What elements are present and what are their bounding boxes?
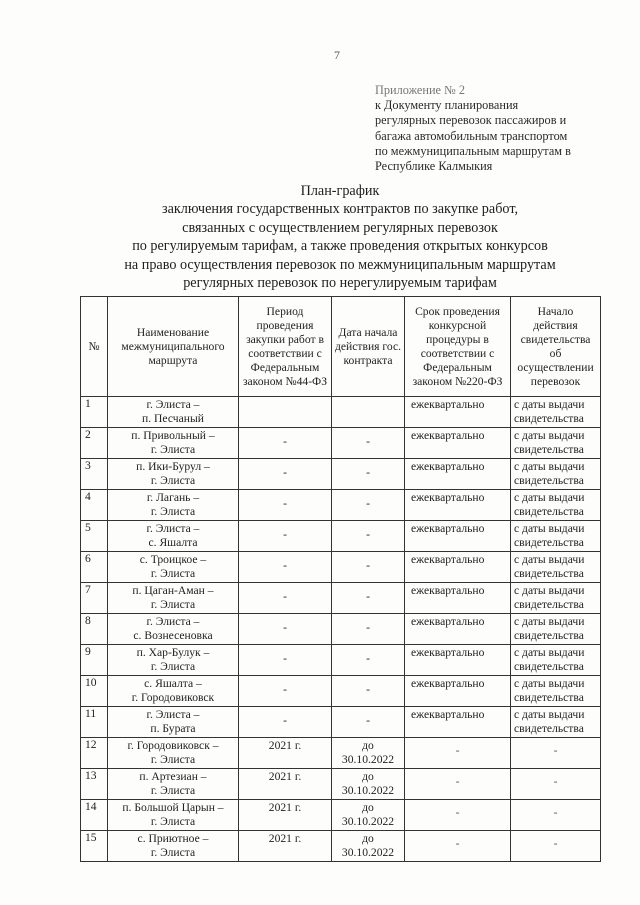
contract-date-cell <box>332 676 405 707</box>
row-number: 8 <box>81 614 108 645</box>
certificate-start-cell <box>511 769 601 800</box>
route-cell <box>108 738 239 769</box>
contest-term-value: ежеквартально <box>411 708 485 721</box>
contract-date-prefix: - <box>366 590 370 603</box>
certificate-start-cell <box>511 583 601 614</box>
contest-term-cell <box>405 521 511 552</box>
contract-date-value: 30.10.2022 <box>341 784 395 797</box>
contract-date-cell <box>332 490 405 521</box>
route-from: с. Яшалта – <box>144 677 202 690</box>
contract-date-cell <box>332 831 405 862</box>
table-row <box>81 521 601 552</box>
title-line: регулярных перевозок по нерегулируемым тарифам <box>183 275 497 292</box>
contest-term-value: ежеквартально <box>411 398 485 411</box>
certificate-start-line1: - <box>553 806 558 819</box>
certificate-start-line1: с даты выдачи <box>514 460 585 473</box>
row-number: 3 <box>81 459 108 490</box>
certificate-start-line1: - <box>553 775 558 788</box>
row-number: 7 <box>81 583 108 614</box>
contest-term-value: ежеквартально <box>411 491 485 504</box>
certificate-start-line1: с даты выдачи <box>514 677 585 690</box>
appendix-line: Приложение № 2 <box>375 83 466 97</box>
contract-date-cell <box>332 707 405 738</box>
contract-date-cell <box>332 645 405 676</box>
contract-date-cell <box>332 521 405 552</box>
contract-date-cell <box>332 800 405 831</box>
appendix-line: Республике Калмыкия <box>375 159 493 174</box>
contract-date-prefix: - <box>366 559 370 572</box>
certificate-start-line2: свидетельства <box>514 412 584 425</box>
certificate-start-line2: свидетельства <box>514 660 584 673</box>
contract-date-prefix: - <box>366 683 370 696</box>
purchase-period-cell <box>239 614 332 645</box>
contract-date-cell <box>332 428 405 459</box>
route-from: п. Цаган-Аман – <box>132 584 214 597</box>
contract-date-prefix: - <box>366 435 370 448</box>
row-number: 11 <box>81 707 108 738</box>
purchase-period-cell <box>239 459 332 490</box>
contest-term-cell <box>405 490 511 521</box>
route-cell <box>108 645 239 676</box>
contest-term-value: ежеквартально <box>411 460 485 473</box>
route-to: п. Песчаный <box>142 412 204 425</box>
row-number: 9 <box>81 645 108 676</box>
certificate-start-cell <box>511 707 601 738</box>
col-header-purchase-period: Период проведения закупки работ в соответствии с Федеральным законом №44-ФЗ <box>239 297 332 397</box>
purchase-period-value: - <box>283 683 287 696</box>
contest-term-cell <box>405 614 511 645</box>
contest-term-cell <box>405 707 511 738</box>
contract-date-cell <box>332 397 405 428</box>
route-from: г. Элиста – <box>146 398 200 411</box>
certificate-start-line1: с даты выдачи <box>514 429 585 442</box>
route-to: г. Элиста <box>150 660 196 673</box>
route-to: г. Элиста <box>150 567 196 580</box>
purchase-period-value: - <box>283 435 287 448</box>
route-to: г. Элиста <box>150 753 196 766</box>
row-number: 10 <box>81 676 108 707</box>
route-to: г. Элиста <box>150 784 196 797</box>
appendix-line: по межмуниципальным маршрутам в <box>375 143 571 158</box>
col-header-contest-term: Срок проведения конкурсной процедуры в соответствии с Федеральным законом №220-ФЗ <box>405 297 511 397</box>
purchase-period-cell <box>239 490 332 521</box>
contest-term-value: - <box>455 806 460 819</box>
contract-date-value: 30.10.2022 <box>341 753 395 766</box>
contest-term-value: - <box>455 775 460 788</box>
contract-date-value: 30.10.2022 <box>341 815 395 828</box>
certificate-start-line1: с даты выдачи <box>514 708 585 721</box>
certificate-start-line2: свидетельства <box>514 691 584 704</box>
route-cell <box>108 428 239 459</box>
route-from: г. Лагань – <box>146 491 200 504</box>
route-cell <box>108 831 239 862</box>
contract-date-value: 30.10.2022 <box>341 846 395 859</box>
contract-date-prefix: - <box>366 714 370 727</box>
contract-date-cell <box>332 552 405 583</box>
contest-term-cell <box>405 800 511 831</box>
title-line: по регулируемым тарифам, а также проведения открытых конкурсов <box>132 238 548 255</box>
appendix-line: регулярных перевозок пассажиров и <box>375 113 567 128</box>
contract-date-cell <box>332 769 405 800</box>
contract-date-cell <box>332 583 405 614</box>
col-header-contract-date: Дата начала действия гос. контракта <box>332 297 405 397</box>
purchase-period-cell <box>239 769 332 800</box>
purchase-period-value: 2021 г. <box>268 832 302 845</box>
contest-term-value: ежеквартально <box>411 584 485 597</box>
route-cell <box>108 707 239 738</box>
contest-term-value: ежеквартально <box>411 522 485 535</box>
title-line: План-график <box>300 183 380 199</box>
route-cell <box>108 800 239 831</box>
certificate-start-line2: свидетельства <box>514 722 584 735</box>
contract-date-prefix: до <box>362 801 374 814</box>
contest-term-cell <box>405 738 511 769</box>
certificate-start-cell <box>511 831 601 862</box>
route-cell <box>108 490 239 521</box>
route-from: п. Ики-Бурул – <box>136 460 210 473</box>
certificate-start-line1: с даты выдачи <box>514 522 585 535</box>
contest-term-value: ежеквартально <box>411 646 485 659</box>
certificate-start-cell <box>511 428 601 459</box>
certificate-start-line2: свидетельства <box>514 629 584 642</box>
route-to: г. Элиста <box>150 846 196 859</box>
purchase-period-cell <box>239 738 332 769</box>
route-to: с. Вознесеновка <box>133 629 213 642</box>
certificate-start-cell <box>511 521 601 552</box>
table-row <box>81 738 601 769</box>
page-number: 7 <box>334 48 340 62</box>
route-from: п. Артезиан – <box>139 770 207 783</box>
purchase-period-value: 2021 г. <box>268 739 302 752</box>
contract-date-cell <box>332 614 405 645</box>
contest-term-value: ежеквартально <box>411 615 485 628</box>
table-row <box>81 397 601 428</box>
route-cell <box>108 583 239 614</box>
route-from: г. Элиста – <box>146 615 200 628</box>
table-row <box>81 552 601 583</box>
contest-term-value: - <box>455 744 460 757</box>
purchase-period-value: 2021 г. <box>268 801 302 814</box>
certificate-start-line2: свидетельства <box>514 443 584 456</box>
contest-term-cell <box>405 552 511 583</box>
appendix-note <box>375 83 625 174</box>
certificate-start-cell <box>511 459 601 490</box>
route-to: г. Элиста <box>150 505 196 518</box>
purchase-period-cell <box>239 428 332 459</box>
certificate-start-cell <box>511 645 601 676</box>
route-cell <box>108 521 239 552</box>
purchase-period-cell <box>239 800 332 831</box>
route-cell <box>108 614 239 645</box>
certificate-start-line2: свидетельства <box>514 598 584 611</box>
certificate-start-cell <box>511 800 601 831</box>
contract-date-prefix: - <box>366 652 370 665</box>
route-from: с. Приютное – <box>137 832 209 845</box>
contest-term-cell <box>405 645 511 676</box>
purchase-period-cell <box>239 831 332 862</box>
certificate-start-line2: свидетельства <box>514 474 584 487</box>
certificate-start-cell <box>511 614 601 645</box>
certificate-start-line1: с даты выдачи <box>514 584 585 597</box>
route-to: г. Элиста <box>150 598 196 611</box>
route-from: п. Привольный – <box>131 429 215 442</box>
table-row <box>81 614 601 645</box>
row-number: 13 <box>81 769 108 800</box>
contract-date-prefix: до <box>362 770 374 783</box>
row-number: 1 <box>81 397 108 428</box>
route-from: г. Элиста – <box>146 522 200 535</box>
row-number: 6 <box>81 552 108 583</box>
purchase-period-value: - <box>283 714 287 727</box>
route-cell <box>108 459 239 490</box>
contest-term-cell <box>405 428 511 459</box>
contest-term-cell <box>405 459 511 490</box>
contract-date-cell <box>332 738 405 769</box>
route-to: с. Яшалта <box>148 536 198 549</box>
row-number: 5 <box>81 521 108 552</box>
purchase-period-cell <box>239 521 332 552</box>
title-line: заключения государственных контрактов по закупке работ, <box>162 201 518 218</box>
contest-term-cell <box>405 676 511 707</box>
row-number: 4 <box>81 490 108 521</box>
title-line: связанных с осуществлением регулярных перевозок <box>182 219 498 236</box>
appendix-line: к Документу планирования <box>375 98 519 113</box>
document-title <box>80 182 600 292</box>
col-header-num: № <box>81 297 108 397</box>
route-to: г. Городовиковск <box>131 691 215 704</box>
route-to: г. Элиста <box>150 443 196 456</box>
purchase-period-value: - <box>283 590 287 603</box>
certificate-start-line2: свидетельства <box>514 505 584 518</box>
route-to: г. Элиста <box>150 474 196 487</box>
purchase-period-cell <box>239 552 332 583</box>
col-header-route: Наименование межмуниципального маршрута <box>108 297 239 397</box>
purchase-period-value: - <box>283 621 287 634</box>
title-line: на право осуществления перевозок по межмуниципальным маршрутам <box>124 256 556 273</box>
certificate-start-cell <box>511 397 601 428</box>
certificate-start-line1: - <box>553 837 558 850</box>
contest-term-value: - <box>455 837 460 850</box>
route-from: п. Большой Царын – <box>122 801 224 814</box>
route-from: п. Хар-Булук – <box>136 646 210 659</box>
contract-date-prefix: до <box>362 832 374 845</box>
contest-term-cell <box>405 831 511 862</box>
contest-term-cell <box>405 583 511 614</box>
contract-date-prefix: - <box>366 497 370 510</box>
row-number: 2 <box>81 428 108 459</box>
route-cell <box>108 769 239 800</box>
contest-term-cell <box>405 397 511 428</box>
route-cell <box>108 552 239 583</box>
purchase-period-value: - <box>283 652 287 665</box>
contest-term-value: ежеквартально <box>411 677 485 690</box>
purchase-period-cell <box>239 707 332 738</box>
row-number: 14 <box>81 800 108 831</box>
certificate-start-line2: свидетельства <box>514 536 584 549</box>
table-row <box>81 645 601 676</box>
contest-term-value: ежеквартально <box>411 553 485 566</box>
contract-date-cell <box>332 459 405 490</box>
table-row <box>81 583 601 614</box>
route-from: г. Городовиковск – <box>127 739 219 752</box>
schedule-table <box>80 296 601 862</box>
purchase-period-cell <box>239 645 332 676</box>
purchase-period-cell <box>239 583 332 614</box>
route-cell <box>108 676 239 707</box>
table-row <box>81 428 601 459</box>
purchase-period-value: - <box>283 497 287 510</box>
purchase-period-value: - <box>283 559 287 572</box>
certificate-start-cell <box>511 490 601 521</box>
contract-date-prefix: - <box>366 621 370 634</box>
certificate-start-line1: - <box>553 744 558 757</box>
appendix-line: багажа автомобильным транспортом <box>375 128 568 143</box>
table-row <box>81 707 601 738</box>
certificate-start-cell <box>511 738 601 769</box>
purchase-period-value: 2021 г. <box>268 770 302 783</box>
col-header-certificate-start: Начало действия свидетельства об осуществлении перевозок <box>511 297 601 397</box>
certificate-start-cell <box>511 552 601 583</box>
route-to: п. Бурата <box>150 722 196 735</box>
contract-date-prefix: - <box>366 466 370 479</box>
purchase-period-cell <box>239 676 332 707</box>
route-cell <box>108 397 239 428</box>
table-row <box>81 769 601 800</box>
purchase-period-value: - <box>283 528 287 541</box>
table-row <box>81 831 601 862</box>
certificate-start-line1: с даты выдачи <box>514 398 585 411</box>
contest-term-value: ежеквартально <box>411 429 485 442</box>
certificate-start-line1: с даты выдачи <box>514 491 585 504</box>
contest-term-cell <box>405 769 511 800</box>
table-row <box>81 676 601 707</box>
route-from: с. Троицкое – <box>139 553 207 566</box>
certificate-start-cell <box>511 676 601 707</box>
row-number: 12 <box>81 738 108 769</box>
contract-date-prefix: - <box>366 528 370 541</box>
certificate-start-line2: свидетельства <box>514 567 584 580</box>
route-to: г. Элиста <box>150 815 196 828</box>
table-row <box>81 490 601 521</box>
table-header-row <box>81 297 601 397</box>
table-row <box>81 800 601 831</box>
table-row <box>81 459 601 490</box>
purchase-period-value: - <box>283 466 287 479</box>
contract-date-prefix: до <box>362 739 374 752</box>
certificate-start-line1: с даты выдачи <box>514 615 585 628</box>
certificate-start-line1: с даты выдачи <box>514 646 585 659</box>
purchase-period-cell <box>239 397 332 428</box>
row-number: 15 <box>81 831 108 862</box>
route-from: г. Элиста – <box>146 708 200 721</box>
certificate-start-line1: с даты выдачи <box>514 553 585 566</box>
